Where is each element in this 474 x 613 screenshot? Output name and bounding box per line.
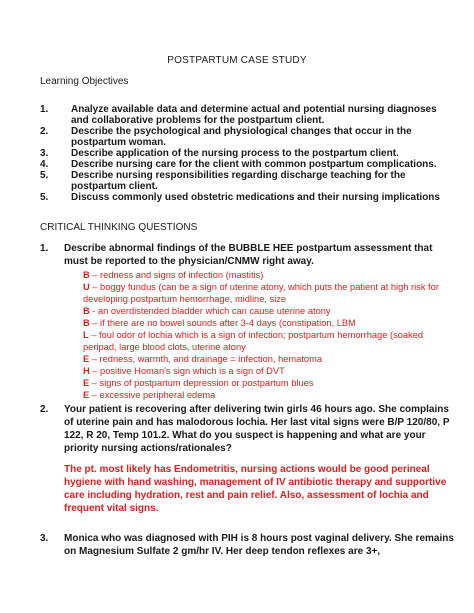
list-item: B - an overdistended bladder which can cause uterine atony [83, 306, 331, 316]
question-2: 2. Your patient is recovering after delivering twin girls 46 hours ago. She complains of uterine pain and has malodorous lochia. Her last vital signs were B/P 120/80, P 122, R 20, Temp 101.2. What do you suspect is happening and what are your priority nursing actions/rationales? [40, 404, 450, 454]
list-item: H – positive Homan's sign which is a sign of DVT [83, 366, 285, 376]
list-item: L – foul odor of lochia which is a sign of infection; postpartum hemorrhage (soaked peripad, large blood clots, uterine atony [83, 330, 424, 352]
learning-objectives-heading: Learning Objectives [40, 76, 129, 87]
list-item: U – boggy fundus (can be a sign of uterine atony, which puts the patient at high risk for developing postpartum hemorrhage, midline, size [83, 282, 439, 304]
document-title: POSTPARTUM CASE STUDY [167, 55, 307, 66]
critical-thinking-heading: CRITICAL THINKING QUESTIONS [40, 222, 198, 233]
question-3: 3. Monica who was diagnosed with PIH is 8 hours post vaginal delivery. She remains on Magnesium Sulfate 2 gm/hr IV. Her deep tendon reflexes are 3+, [40, 533, 454, 557]
list-item: B – redness and signs of infection (mastitis) [83, 270, 264, 280]
list-item: B – if there are no bowel sounds after 3-4 days (constipation, LBM [83, 318, 356, 328]
list-item: E – excessive peripheral edema [83, 390, 216, 400]
list-item: 5. Describe nursing responsibilities regarding discharge teaching for the postpartum client. [40, 170, 406, 192]
answer-2: The pt. most likely has Endometritis, nursing actions would be good perineal hygiene with hand washing, management of IV antibiotic therapy and supportive care including hydration, rest and pain relief. Also, assessment of lochia and frequent vital signs. [64, 464, 447, 514]
list-item: E – redness, warmth, and drainage = infection, hematoma [83, 354, 323, 364]
list-item: 4. Describe nursing care for the client with common postpartum complications. [40, 159, 437, 170]
list-item: E – signs of postpartum depression or postpartum blues [83, 378, 314, 388]
list-item: 2. Describe the psychological and physiological changes that occur in the postpartum woman. [40, 126, 412, 148]
objectives-list [40, 104, 450, 203]
list-item: 5. Discuss commonly used obstetric medications and their nursing implications [40, 192, 440, 203]
question-1: 1. Describe abnormal findings of the BUBBLE HEE postpartum assessment that must be reported to the physician/CNMW right away. [40, 243, 433, 267]
list-item: 1. Analyze available data and determine actual and potential nursing diagnoses and collaborative problems for the postpartum client. [40, 104, 437, 126]
list-item: 3. Describe application of the nursing process to the postpartum client. [40, 148, 399, 159]
bubble-hee-findings-list [83, 269, 453, 401]
